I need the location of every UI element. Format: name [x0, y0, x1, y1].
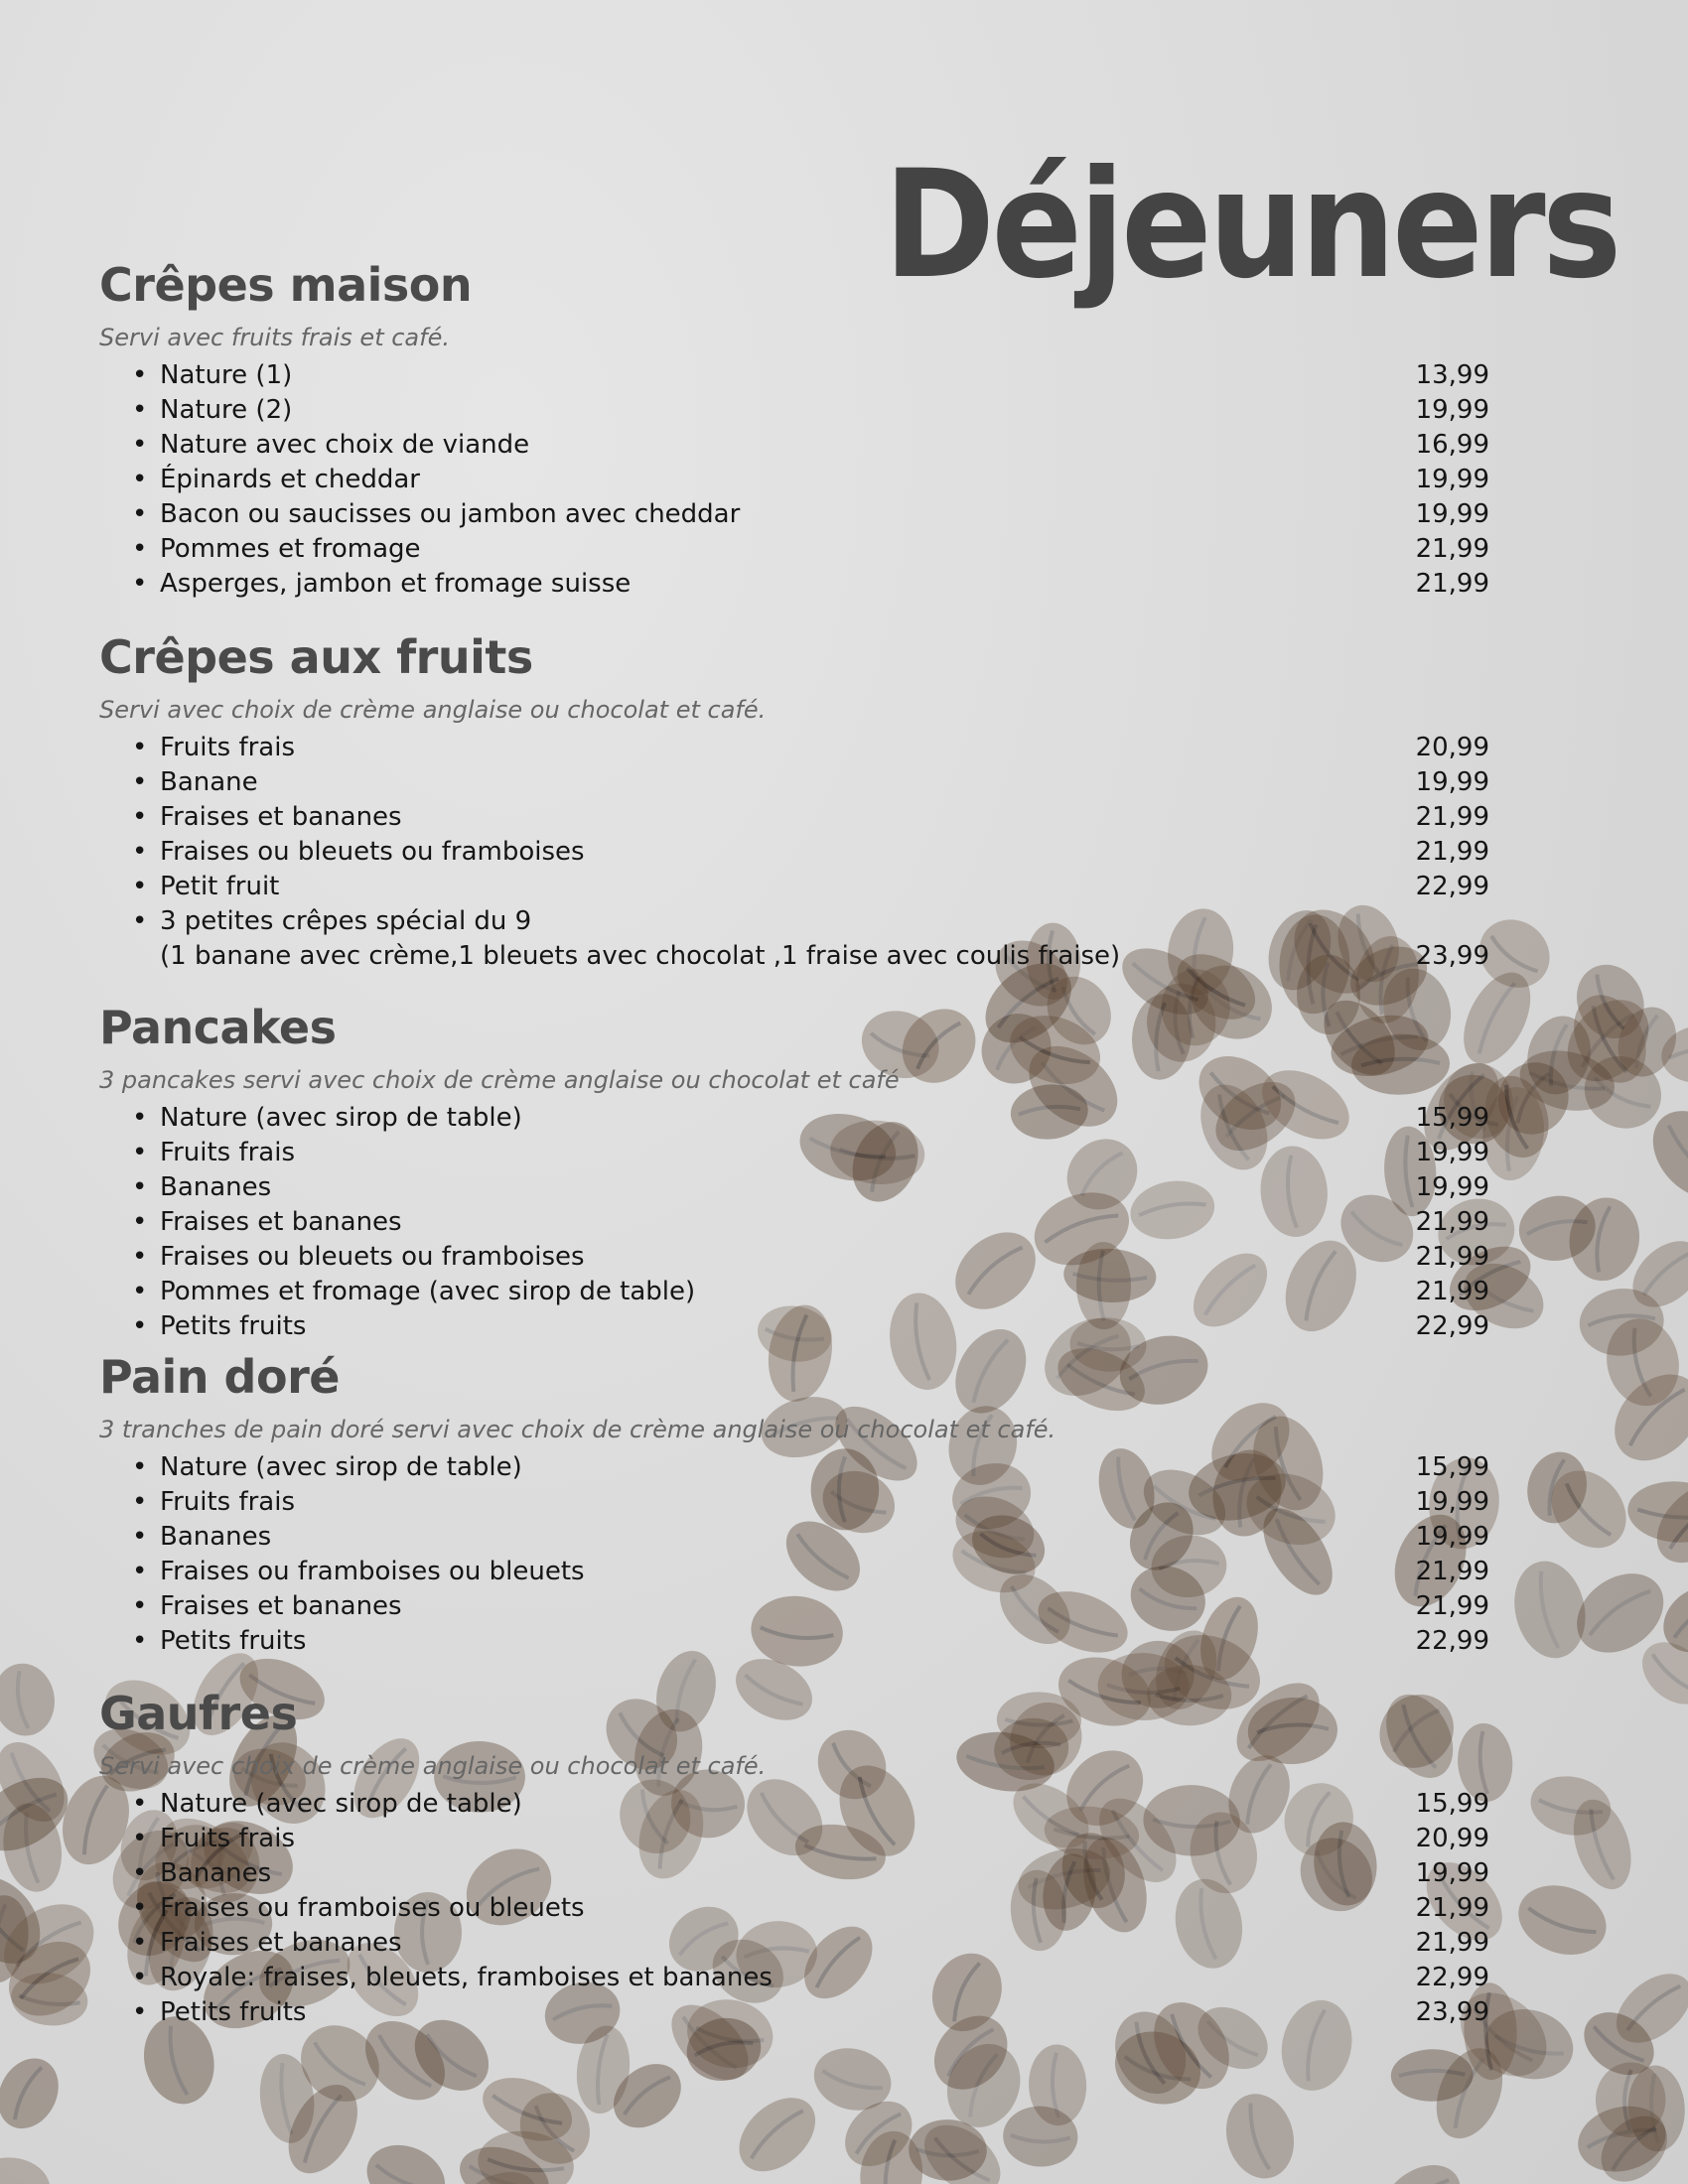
menu-item	[99, 1961, 1489, 1995]
menu-section	[99, 1345, 1489, 1659]
bullet-icon: •	[132, 872, 148, 901]
bullet-icon: •	[132, 1928, 148, 1958]
menu-item	[99, 731, 1489, 765]
bullet-icon: •	[132, 1207, 148, 1237]
section-description: Servi avec fruits frais et café.	[99, 324, 450, 351]
bullet-icon: •	[132, 837, 148, 867]
menu-item-list	[99, 1450, 1489, 1659]
menu-item-list	[99, 731, 1489, 974]
bullet-icon: •	[132, 802, 148, 832]
bullet-icon: •	[132, 1557, 148, 1586]
menu-item	[99, 870, 1489, 904]
bullet-icon: •	[132, 1311, 148, 1341]
menu-title: Déjeuners	[884, 139, 1618, 312]
bullet-icon: •	[132, 1103, 148, 1133]
menu-item-price: 21,99	[1415, 1928, 1489, 1958]
menu-item-price: 16,99	[1415, 430, 1489, 460]
menu-item-name: Nature (2)	[160, 395, 293, 425]
bullet-icon: •	[132, 1242, 148, 1272]
menu-item-price: 19,99	[1415, 1858, 1489, 1888]
menu-item-name: Nature (avec sirop de table)	[160, 1789, 522, 1819]
menu-item	[99, 497, 1489, 532]
menu-item-price: 19,99	[1415, 1487, 1489, 1517]
menu-item	[99, 1450, 1489, 1485]
menu-item-price: 19,99	[1415, 1138, 1489, 1167]
menu-item	[99, 1624, 1489, 1659]
menu-item	[99, 1309, 1489, 1344]
menu-item	[99, 800, 1489, 835]
menu-item	[99, 1891, 1489, 1926]
section-heading: Crêpes aux fruits	[99, 630, 533, 684]
menu-item-name: Nature avec choix de viande	[160, 430, 530, 460]
menu-item-name: Bacon ou saucisses ou jambon avec cheddar	[160, 499, 741, 529]
menu-item-name: Fraises ou framboises ou bleuets	[160, 1893, 585, 1923]
menu-item-price: 21,99	[1415, 802, 1489, 832]
bullet-icon: •	[132, 1997, 148, 2027]
bullet-icon: •	[132, 430, 148, 460]
bullet-icon: •	[132, 1591, 148, 1621]
bullet-icon: •	[132, 1893, 148, 1923]
bullet-icon: •	[132, 1824, 148, 1853]
menu-item-name: Fraises ou framboises ou bleuets	[160, 1557, 585, 1586]
menu-item-price: 15,99	[1415, 1452, 1489, 1482]
menu-item-price: 21,99	[1415, 534, 1489, 564]
menu-item-price: 23,99	[1415, 1997, 1489, 2027]
menu-item-price: 21,99	[1415, 1591, 1489, 1621]
menu-item-price: 19,99	[1415, 767, 1489, 797]
menu-item-price: 19,99	[1415, 499, 1489, 529]
section-heading: Crêpes maison	[99, 258, 473, 312]
bullet-icon: •	[132, 906, 148, 936]
menu-item-name: Petits fruits	[160, 1311, 307, 1341]
bullet-icon: •	[132, 465, 148, 494]
menu-item	[99, 765, 1489, 800]
menu-item-price: 23,99	[1415, 941, 1489, 971]
menu-item	[99, 1170, 1489, 1205]
menu-item-name: Petits fruits	[160, 1626, 307, 1656]
menu-item-price: 19,99	[1415, 1172, 1489, 1202]
menu-item	[99, 532, 1489, 567]
menu-item-list	[99, 1787, 1489, 2030]
bullet-icon: •	[132, 1626, 148, 1656]
menu-section	[99, 253, 1489, 602]
bullet-icon: •	[132, 733, 148, 762]
menu-item-price: 21,99	[1415, 1557, 1489, 1586]
menu-item	[99, 904, 1489, 974]
bullet-icon: •	[132, 1138, 148, 1167]
bullet-icon: •	[132, 1277, 148, 1306]
bullet-icon: •	[132, 360, 148, 390]
bullet-icon: •	[132, 1963, 148, 1992]
bullet-icon: •	[132, 1452, 148, 1482]
section-heading: Pancakes	[99, 1001, 337, 1054]
menu-item-name: Asperges, jambon et fromage suisse	[160, 569, 632, 599]
bullet-icon: •	[132, 569, 148, 599]
menu-item-name: Fraises et bananes	[160, 1928, 402, 1958]
menu-item-name: Fruits frais	[160, 1138, 296, 1167]
bullet-icon: •	[132, 1487, 148, 1517]
menu-section	[99, 1682, 1489, 2030]
menu-item-price: 21,99	[1415, 569, 1489, 599]
menu-item-detail: (1 banane avec crème,1 bleuets avec chocolat ,1 fraise avec coulis fraise)	[160, 941, 1121, 971]
menu-item	[99, 1136, 1489, 1170]
menu-item-name: Pommes et fromage	[160, 534, 421, 564]
menu-item	[99, 1589, 1489, 1624]
section-description: Servi avec choix de crème anglaise ou chocolat et café.	[99, 1752, 767, 1780]
bullet-icon: •	[132, 395, 148, 425]
menu-item	[99, 1995, 1489, 2030]
menu-item-price: 22,99	[1415, 1626, 1489, 1656]
menu-item	[99, 463, 1489, 497]
menu-item-price: 20,99	[1415, 1824, 1489, 1853]
menu-item-name: Fraises ou bleuets ou framboises	[160, 837, 585, 867]
menu-item	[99, 428, 1489, 463]
menu-item	[99, 1787, 1489, 1822]
menu-item	[99, 1101, 1489, 1136]
section-description: Servi avec choix de crème anglaise ou chocolat et café.	[99, 696, 767, 724]
menu-item-price: 22,99	[1415, 872, 1489, 901]
menu-item-price: 15,99	[1415, 1103, 1489, 1133]
bullet-icon: •	[132, 499, 148, 529]
menu-item-name: Pommes et fromage (avec sirop de table)	[160, 1277, 696, 1306]
menu-item-name: Petits fruits	[160, 1997, 307, 2027]
menu-item-price: 20,99	[1415, 733, 1489, 762]
menu-item-name: Nature (avec sirop de table)	[160, 1452, 522, 1482]
menu-item	[99, 1856, 1489, 1891]
menu-item-price: 21,99	[1415, 1207, 1489, 1237]
menu-item-name: Fraises et bananes	[160, 802, 402, 832]
menu-item	[99, 1555, 1489, 1589]
menu-item	[99, 1926, 1489, 1961]
menu-section	[99, 996, 1489, 1344]
menu-item	[99, 835, 1489, 870]
menu-item-name: Nature (1)	[160, 360, 293, 390]
menu-item-price: 22,99	[1415, 1311, 1489, 1341]
menu-item-name: Épinards et cheddar	[160, 465, 420, 494]
menu-item-name: Bananes	[160, 1858, 272, 1888]
section-description: 3 pancakes servi avec choix de crème anglaise ou chocolat et café	[99, 1066, 900, 1094]
menu-item	[99, 1205, 1489, 1240]
menu-item-price: 19,99	[1415, 1522, 1489, 1552]
menu-item	[99, 358, 1489, 393]
menu-item-name: Royale: fraises, bleuets, framboises et bananes	[160, 1963, 773, 1992]
menu-item	[99, 1275, 1489, 1309]
menu-item-name: Fraises et bananes	[160, 1207, 402, 1237]
menu-item-name: 3 petites crêpes spécial du 9	[160, 906, 532, 936]
bullet-icon: •	[132, 767, 148, 797]
menu-item-name: Bananes	[160, 1522, 272, 1552]
menu-item-price: 19,99	[1415, 395, 1489, 425]
menu-item	[99, 1485, 1489, 1520]
menu-item	[99, 1240, 1489, 1275]
bullet-icon: •	[132, 1172, 148, 1202]
menu-item-price: 22,99	[1415, 1963, 1489, 1992]
menu-item-price: 15,99	[1415, 1789, 1489, 1819]
menu-item-price: 21,99	[1415, 1277, 1489, 1306]
bullet-icon: •	[132, 1522, 148, 1552]
menu-item-name: Nature (avec sirop de table)	[160, 1103, 522, 1133]
menu-item	[99, 1822, 1489, 1856]
menu-item	[99, 393, 1489, 428]
menu-item	[99, 567, 1489, 602]
menu-item-name: Fraises et bananes	[160, 1591, 402, 1621]
menu-item-list	[99, 1101, 1489, 1344]
menu-item-price: 19,99	[1415, 465, 1489, 494]
bullet-icon: •	[132, 534, 148, 564]
menu-item-name: Petit fruit	[160, 872, 280, 901]
menu-item	[99, 1520, 1489, 1555]
section-heading: Gaufres	[99, 1687, 298, 1740]
menu-item-name: Fruits frais	[160, 733, 296, 762]
menu-item-price: 21,99	[1415, 1893, 1489, 1923]
menu-item-name: Banane	[160, 767, 258, 797]
menu-section	[99, 625, 1489, 974]
menu-item-price: 21,99	[1415, 1242, 1489, 1272]
menu-item-name: Fruits frais	[160, 1487, 296, 1517]
section-heading: Pain doré	[99, 1350, 340, 1404]
menu-item-price: 21,99	[1415, 837, 1489, 867]
bullet-icon: •	[132, 1789, 148, 1819]
menu-item-name: Fruits frais	[160, 1824, 296, 1853]
menu-item-name: Fraises ou bleuets ou framboises	[160, 1242, 585, 1272]
bullet-icon: •	[132, 1858, 148, 1888]
menu-item-list	[99, 358, 1489, 602]
section-description: 3 tranches de pain doré servi avec choix de crème anglaise ou chocolat et café.	[99, 1416, 1056, 1443]
menu-item-name: Bananes	[160, 1172, 272, 1202]
menu-item-price: 13,99	[1415, 360, 1489, 390]
